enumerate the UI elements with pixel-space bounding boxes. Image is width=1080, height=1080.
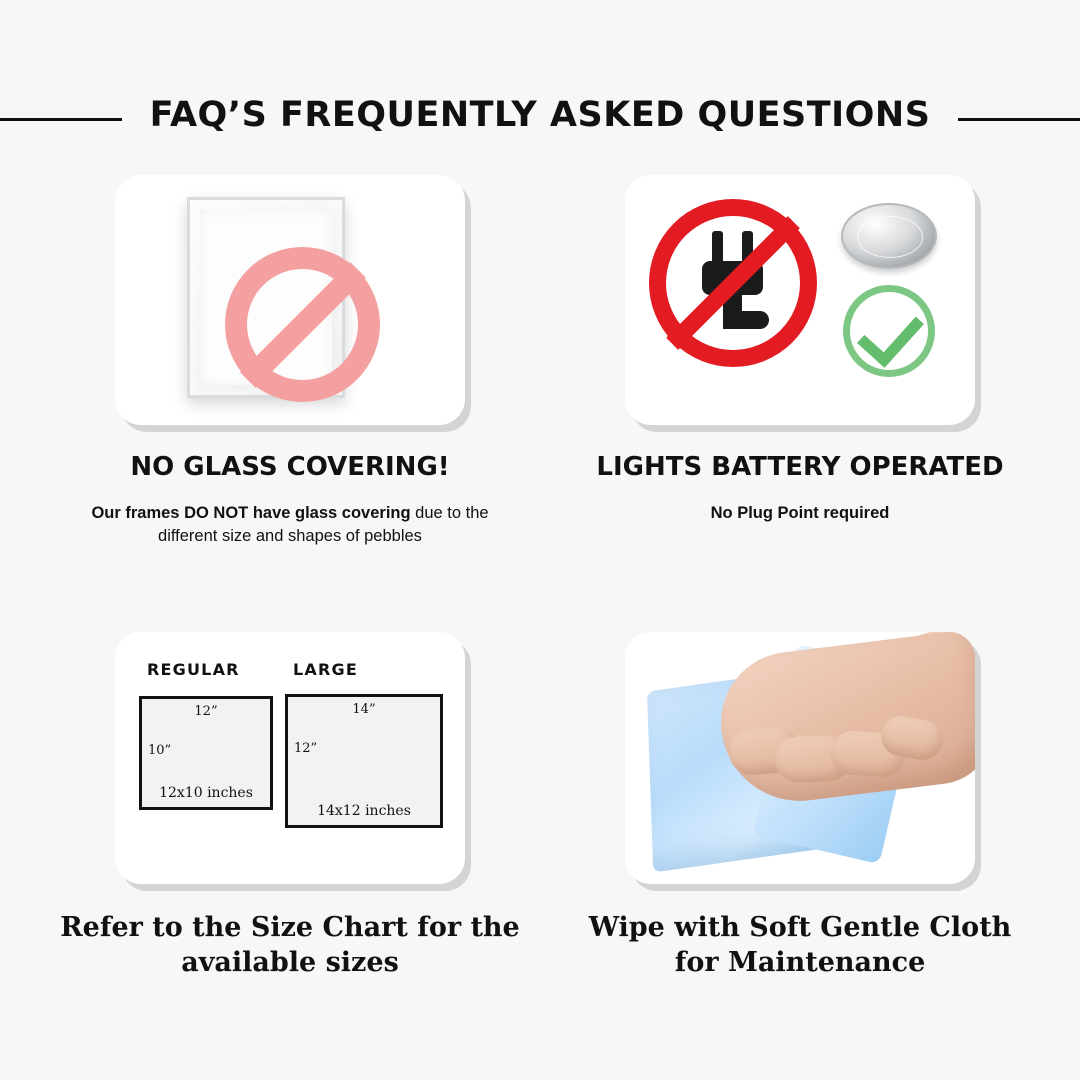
size-label-regular: REGULAR (147, 660, 240, 679)
faq-item-lights-battery (565, 175, 1035, 525)
size-box-regular (139, 696, 273, 810)
size-box-large (285, 694, 443, 828)
faq-illustration-size-chart (115, 632, 465, 884)
check-tick (857, 299, 924, 368)
faq-title-battery: LIGHTS BATTERY OPERATED (596, 452, 1004, 482)
faq-title-no-glass: NO GLASS COVERING! (130, 452, 450, 482)
prohibition-sign-icon (225, 247, 380, 402)
faq-subtitle-battery: No Plug Point required (710, 503, 890, 522)
faq-illustration-wipe (625, 632, 975, 884)
no-plug-icon (649, 199, 817, 367)
coin-cell-battery-icon (841, 203, 937, 269)
size-label-large: LARGE (293, 660, 358, 679)
size-large-height: 12” (294, 741, 318, 756)
hand (713, 632, 975, 810)
green-check-icon (843, 285, 935, 377)
faq-description-rest: due to the different size and shapes of pebbles (158, 503, 489, 546)
faq-item-wipe-maintenance (565, 632, 1035, 980)
page-title: FAQ’S FREQUENTLY ASKED QUESTIONS (149, 95, 931, 135)
faq-item-size-chart (55, 632, 525, 980)
faq-description-no-glass (55, 502, 525, 550)
size-large-caption: 14x12 inches (317, 803, 411, 819)
faq-title-wipe: Wipe with Soft Gentle Cloth for Maintenance (588, 912, 1012, 979)
size-regular-caption: 12x10 inches (159, 785, 253, 801)
prohibition-circle (649, 199, 817, 367)
faq-grid (0, 175, 1080, 1080)
page-header (0, 0, 1080, 175)
faq-item-no-glass-covering (55, 175, 525, 549)
prohibition-bar (666, 216, 800, 350)
size-regular-height: 10” (148, 743, 172, 758)
prohibition-bar (240, 262, 366, 388)
faq-description-strong: Our frames DO NOT have glass covering (91, 503, 411, 522)
faq-title-size-chart: Refer to the Size Chart for the available sizes (60, 912, 520, 979)
hand-wiping-cloth-icon (625, 632, 975, 884)
faq-illustration-battery (625, 175, 975, 425)
faq-illustration-no-glass (115, 175, 465, 425)
size-regular-width: 12” (194, 704, 218, 719)
size-large-width: 14” (352, 702, 376, 717)
